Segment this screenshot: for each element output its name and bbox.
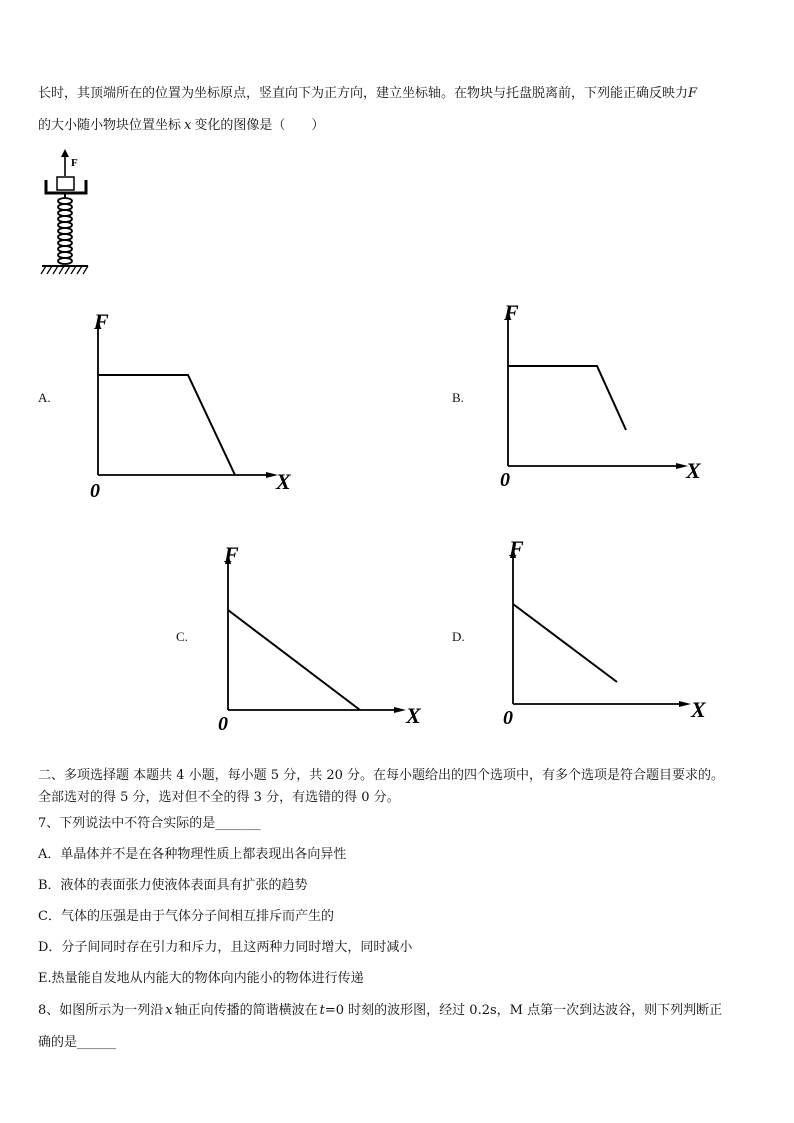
option-d-origin: 0 — [503, 707, 513, 729]
option-a-xlabel: X — [276, 469, 291, 494]
spring-tray-figure — [36, 146, 96, 278]
q7-option-e: E.热量能自发地从内能大的物体向内能小的物体进行传递 — [38, 971, 364, 986]
option-b-origin: 0 — [500, 469, 510, 491]
q7-stem: 7、下列说法中不符合实际的是_______ — [38, 816, 261, 831]
force-label: F — [71, 157, 78, 169]
option-c-ylabel: F — [224, 542, 239, 567]
option-b-label: B. — [452, 390, 464, 405]
option-b-xlabel: X — [686, 458, 701, 483]
q7-option-d: D．分子间同时存在引力和斥力，且这两种力同时增大，同时减小 — [38, 940, 413, 955]
option-a-label: A. — [38, 390, 51, 405]
option-d-label: D. — [452, 629, 465, 644]
q8-text-line1: 8、如图所示为一列沿 x 轴正向传播的简谐横波在 t=0 时刻的波形图，经过 0.2s，M 点第一次到达波谷，则下列判断正 — [38, 1003, 723, 1018]
section2-heading-line2: 全部选对的得 5 分，选对但不全的得 3 分，有选错的得 0 分。 — [38, 790, 400, 805]
option-c-graph — [210, 540, 430, 740]
option-a-graph — [80, 305, 300, 505]
q6-text-line1: 长时，其顶端所在的位置为坐标原点，竖直向下为正方向，建立坐标轴。在物块与托盘脱离前，下列能正确反映力F — [38, 86, 698, 101]
option-b-ylabel: F — [504, 300, 519, 325]
q7-option-b: B．液体的表面张力使液体表面具有扩张的趋势 — [38, 878, 308, 893]
option-c-label: C. — [176, 629, 188, 644]
option-d-ylabel: F — [509, 536, 524, 561]
section2-heading-line1: 二、多项选择题 本题共 4 小题，每小题 5 分，共 20 分。在每小题给出的四个选项中，有多个选项是符合题目要求的。 — [38, 768, 725, 783]
option-d-xlabel: X — [691, 697, 706, 722]
option-a-origin: 0 — [90, 480, 100, 502]
option-a-ylabel: F — [94, 309, 109, 334]
q7-option-c: C．气体的压强是由于气体分子间相互排斥而产生的 — [38, 909, 334, 924]
option-d-graph — [495, 534, 725, 734]
option-c-xlabel: X — [406, 703, 421, 728]
q8-text-line2: 确的是______ — [38, 1035, 117, 1050]
option-c-origin: 0 — [218, 713, 228, 735]
q7-option-a: A．单晶体并不是在各种物理性质上都表现出各向异性 — [38, 847, 347, 862]
option-b-graph — [490, 296, 720, 496]
q6-text-line2: 的大小随小物块位置坐标 x 变化的图像是（ ） — [38, 118, 325, 133]
